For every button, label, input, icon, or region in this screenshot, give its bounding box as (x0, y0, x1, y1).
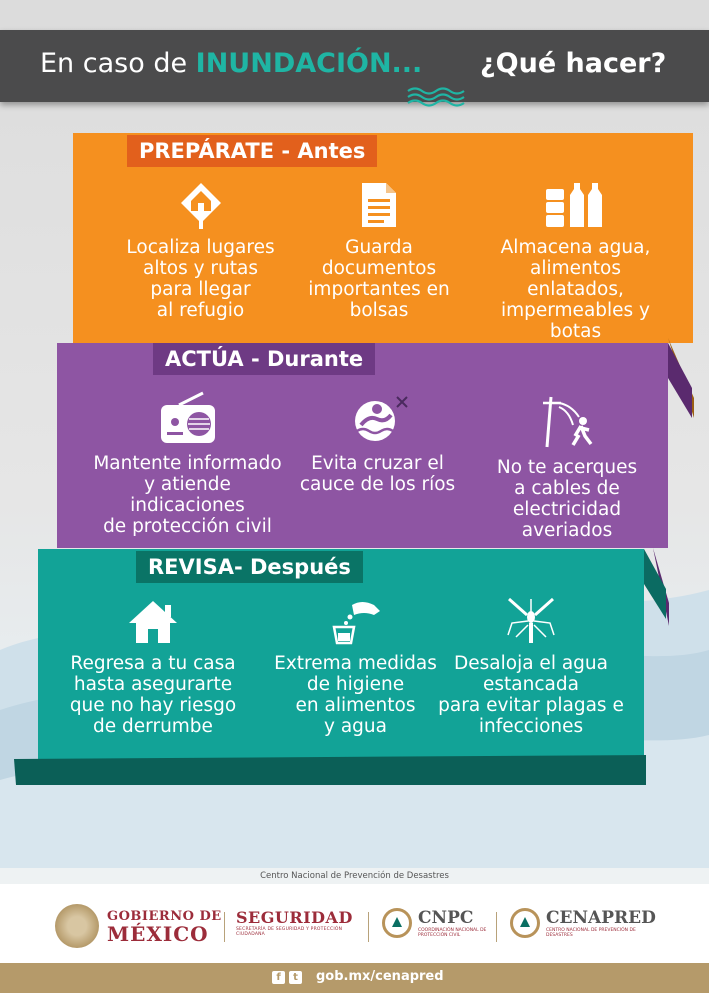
facebook-icon[interactable]: f (272, 971, 285, 984)
item-text: Extrema medidas de higiene en alimentos y agua (274, 653, 437, 737)
cenapred-sub: CENTRO NACIONAL DE PREVENCIÓN DE DESASTRES (546, 928, 636, 938)
panel-despues (38, 549, 644, 759)
section-title-despues: REVISA- Después (136, 551, 363, 583)
panel-bottom-ribbon (14, 755, 646, 785)
cnpc-name: CNPC (418, 908, 474, 928)
radio-icon (159, 391, 217, 445)
footer-divider (496, 912, 497, 942)
person-in-water-icon (347, 395, 409, 445)
item-text: Mantente informado y atiende indicaciones de protección civil (93, 453, 282, 537)
logo-cenapred (510, 908, 656, 938)
house-icon (127, 599, 179, 645)
header-question: ¿Qué hacer? (480, 48, 667, 79)
bottom-bar (0, 963, 709, 993)
footer-logos (0, 884, 709, 963)
website-link[interactable]: gob.mx/cenapred (316, 969, 444, 984)
item-text: Almacena agua, alimentos enlatados, impermeables y botas (500, 237, 651, 342)
supplies-bottles-icon (544, 181, 608, 229)
water-waves-icon (406, 86, 466, 108)
logo-gobierno-mexico (55, 904, 222, 948)
mosquito-icon (506, 595, 556, 645)
source-note: Centro Nacional de Prevención de Desastres (0, 868, 709, 884)
item-text: Guarda documentos importantes en bolsas (308, 237, 450, 321)
panel-durante (57, 343, 668, 548)
item-text: Regresa a tu casa hasta asegurarte que no hay riesgo de derrumbe (69, 653, 237, 737)
item-cables (482, 395, 652, 541)
item-text: Desaloja el agua estancada para evitar plagas e infecciones (438, 653, 624, 737)
item-rios (295, 395, 460, 495)
item-documentos (301, 181, 457, 321)
section-title-antes: PREPÁRATE - Antes (127, 135, 377, 167)
item-higiene (268, 599, 443, 737)
item-text: Evita cruzar el cauce de los ríos (299, 453, 456, 495)
footer-divider (224, 912, 225, 942)
logo-cnpc (382, 908, 498, 938)
item-text: Localiza lugares altos y rutas para llegar al refugio (126, 237, 275, 321)
panel-fold (644, 549, 670, 619)
item-casa (58, 599, 248, 737)
cenapred-emblem-icon (510, 908, 540, 938)
power-line-person-icon (537, 395, 597, 449)
footer-divider (368, 912, 369, 942)
water-hygiene-icon (330, 599, 382, 645)
title-highlight: INUNDACIÓN... (195, 48, 423, 79)
national-seal-icon (55, 904, 99, 948)
twitter-icon[interactable]: t (289, 971, 302, 984)
document-icon (360, 181, 398, 229)
seg-sub: SECRETARÍA DE SEGURIDAD Y PROTECCIÓN CIUDADANA (236, 927, 343, 937)
cnpc-sub: COORDINACIÓN NACIONAL DE PROTECCIÓN CIVIL (418, 928, 487, 938)
item-text: No te acerques a cables de electricidad averiados (496, 457, 638, 541)
item-informado (85, 391, 290, 537)
item-agua-estancada (436, 595, 626, 737)
item-almacena (493, 181, 658, 342)
section-title-durante: ACTÚA - Durante (153, 343, 375, 375)
cnpc-emblem-icon (382, 908, 412, 938)
header-banner (0, 30, 709, 102)
item-refugio (113, 181, 288, 321)
shelter-sign-icon (179, 181, 223, 229)
gob-line2: MÉXICO (107, 921, 209, 946)
cenapred-name: CENAPRED (546, 908, 656, 928)
seg-name: SEGURIDAD (236, 908, 353, 927)
gob-line1: GOBIERNO DE (107, 908, 222, 924)
title-prefix: En caso de (40, 48, 196, 79)
panel-antes (73, 133, 693, 343)
logo-seguridad (236, 908, 353, 937)
header-title (40, 48, 422, 79)
panel-fold (668, 343, 694, 418)
social-icons (272, 971, 302, 984)
